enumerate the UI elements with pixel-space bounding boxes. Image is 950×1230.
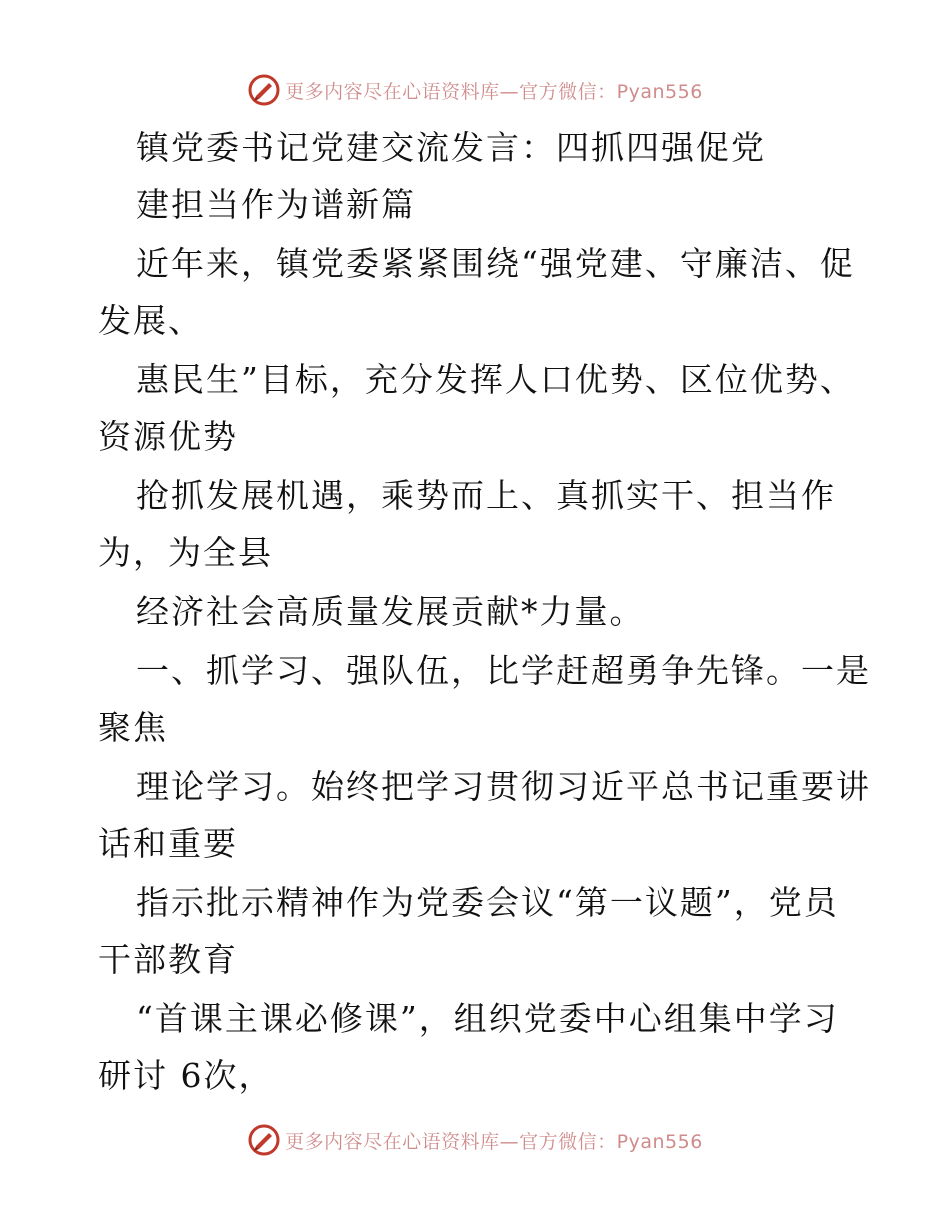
paragraph-line: 经济社会高质量发展贡献*力量。: [136, 592, 645, 631]
paragraph-line: 研讨 6次，: [98, 1056, 274, 1095]
watermark-header: [0, 70, 950, 110]
paragraph-line: 话和重要: [98, 824, 238, 863]
paragraph-line: 抢抓发展机遇，乘势而上、真抓实干、担当作: [136, 476, 836, 515]
watermark-footer: [0, 1120, 950, 1160]
paragraph-line: 惠民生”目标，充分发挥人口优势、区位优势、: [136, 360, 855, 399]
paragraph-line: 聚焦: [98, 708, 168, 747]
paragraph-line: 指示批示精神作为党委会议“第一议题”，党员: [136, 883, 839, 922]
paragraph-line: 发展、: [98, 301, 203, 340]
paragraph-line: 资源优势: [98, 417, 238, 456]
seal-pen-logo-icon: [247, 1123, 281, 1157]
paragraph-line: 为，为全县: [98, 533, 273, 572]
section-heading-line: 一、抓学习、强队伍，比学赶超勇争先锋。一是: [136, 651, 871, 690]
document-title-line-2: 建担当作为谱新篇: [136, 185, 416, 224]
paragraph-line: 近年来，镇党委紧紧围绕“强党建、守廉洁、促: [136, 244, 855, 283]
seal-pen-logo-icon: [247, 73, 281, 107]
paragraph-line: “首课主课必修课”，组织党委中心组集中学习: [136, 999, 839, 1038]
watermark-text: 更多内容尽在心语资料库—官方微信：Pyan556: [285, 1130, 703, 1153]
document-title-line-1: 镇党委书记党建交流发言：四抓四强促党: [136, 128, 766, 167]
watermark-text: 更多内容尽在心语资料库—官方微信：Pyan556: [285, 80, 703, 103]
paragraph-line: 干部教育: [98, 940, 238, 979]
paragraph-line: 理论学习。始终把学习贯彻习近平总书记重要讲: [136, 767, 871, 806]
